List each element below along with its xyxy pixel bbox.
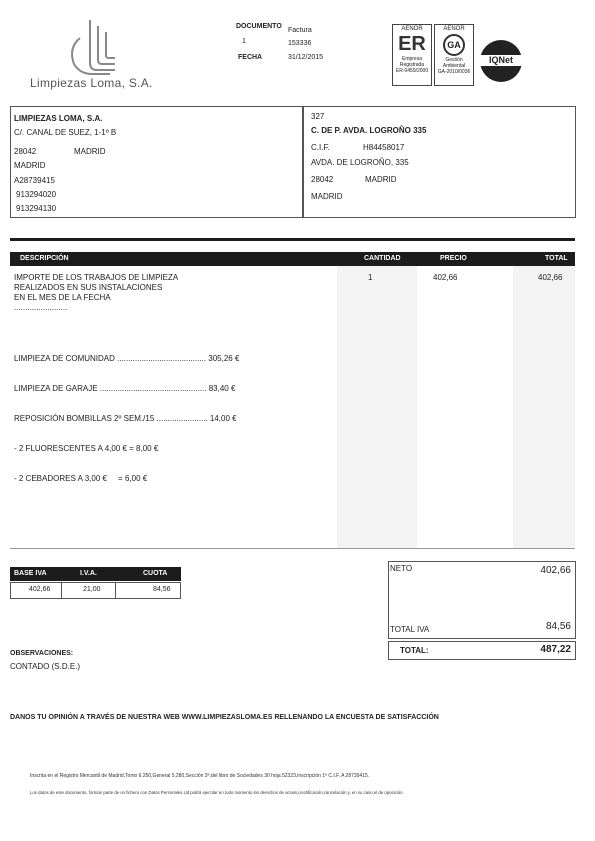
grand-total-value: 487,22 — [540, 644, 571, 655]
tax-header-iva: I.V.A. — [80, 570, 97, 577]
items-table-topline — [10, 238, 575, 241]
tax-base: 402,66 — [29, 586, 51, 593]
fecha-label: FECHA — [238, 54, 263, 61]
items-table-header — [10, 252, 575, 266]
header-cantidad: CANTIDAD — [364, 255, 401, 262]
sender-zip: 28042 — [14, 147, 37, 156]
item-description — [14, 273, 178, 313]
client-zip: 28042 — [311, 175, 334, 184]
sender-street: C/. CANAL DE SUEZ, 1-1º B — [14, 128, 117, 137]
client-cif: H84458017 — [363, 143, 405, 152]
detail-line: - 2 CEBADORES A 3,00 € = 6,00 € — [14, 474, 148, 483]
item-cantidad: 1 — [368, 273, 373, 282]
sender-fax: 913294130 — [16, 204, 57, 213]
aenor-ga-code: GA-2010/0036 — [437, 69, 471, 75]
item-desc-line: IMPORTE DE LOS TRABAJOS DE LIMPIEZA — [14, 273, 179, 282]
company-logo-icon — [40, 18, 160, 78]
aenor-er-code: ER-0459/2000 — [395, 68, 429, 74]
aenor-ga-bottom: Gestión Ambiental — [442, 57, 466, 69]
sender-phone: 913294020 — [16, 190, 57, 199]
detail-line: LIMPIEZA DE GARAJE ................................................ 83,40 € — [14, 384, 236, 393]
ga-mark-icon: GA — [443, 34, 465, 56]
fecha-value: 31/12/2015 — [288, 54, 324, 61]
detail-line: REPOSICIÓN BOMBILLAS 2º SEM./15 ....................... 14,00 € — [14, 414, 237, 423]
tax-divider — [61, 583, 62, 598]
header-precio: PRECIO — [440, 255, 467, 262]
items-col-total — [513, 266, 575, 548]
aenor-er-bottom: Empresa Registrada — [399, 56, 425, 68]
item-precio: 402,66 — [433, 273, 458, 282]
numero-label: 1 — [242, 38, 246, 45]
observaciones-label: OBSERVACIONES: — [10, 650, 74, 657]
client-box — [302, 106, 576, 218]
total-iva-value: 84,56 — [545, 621, 571, 632]
tax-table-header — [10, 567, 181, 581]
item-details — [14, 334, 239, 494]
item-total: 402,66 — [538, 273, 563, 282]
footer-privacy: Los datos de este documento, forman parte de un fichero con Datos Personales.Ud podrá ejercitar en todo momento los derechos de acceso,rectificación,cancelación y, en su caso,el de oposición. — [30, 790, 404, 795]
iqnet-mark-icon: IQNet — [480, 55, 522, 66]
header-descripcion: DESCRIPCIÓN — [20, 255, 69, 262]
tax-iva: 21,00 — [83, 586, 101, 593]
item-desc-line: EN EL MES DE LA FECHA — [14, 293, 111, 302]
documento-label: DOCUMENTO — [236, 23, 282, 30]
sender-name: LIMPIEZAS LOMA, S.A. — [14, 114, 103, 123]
item-desc-line: REALIZADOS EN SUS INSTALACIONES — [14, 283, 163, 292]
logo-text: Limpiezas Loma, S.A. — [30, 76, 153, 90]
observaciones-value: CONTADO (S.D.E.) — [10, 662, 81, 671]
aenor-ga-top: AENOR — [443, 26, 465, 32]
header-total: TOTAL — [545, 255, 568, 262]
numero-value: 153336 — [288, 40, 312, 47]
detail-line: - 2 FLUORESCENTES A 4,00 € = 8,00 € — [14, 444, 159, 453]
client-name: C. DE P. AVDA. LOGROÑO 335 — [311, 126, 427, 135]
tax-divider — [115, 583, 116, 598]
neto-value: 402,66 — [540, 565, 571, 576]
aenor-er-top: AENOR — [401, 26, 423, 32]
grand-total-box — [388, 641, 576, 660]
tax-header-cuota: CUOTA — [143, 570, 168, 577]
client-cif-label: C.I.F. — [311, 143, 330, 152]
total-iva-label: TOTAL IVA — [390, 625, 430, 634]
survey-message: DANOS TU OPINIÓN A TRAVÉS DE NUESTRA WEB WWW.LIMPIEZASLOMA.ES RELLENANDO LA ENCUESTA DE SATISFACCIÓN — [10, 714, 439, 721]
client-code: 327 — [311, 112, 325, 121]
totals-box — [388, 561, 576, 639]
items-col-cantidad — [337, 266, 417, 548]
grand-total-label: TOTAL: — [400, 646, 429, 655]
iqnet-certificate — [480, 40, 522, 82]
client-city: MADRID — [365, 175, 397, 184]
items-table-bottomline — [10, 548, 575, 549]
sender-box — [10, 106, 304, 218]
documento-value: Factura — [288, 27, 312, 34]
aenor-er-certificate — [392, 24, 432, 86]
detail-line: LIMPIEZA DE COMUNIDAD ........................................ 305,26 € — [14, 354, 240, 363]
aenor-ga-certificate — [434, 24, 474, 86]
client-province: MADRID — [311, 192, 343, 201]
sender-cif: A28739415 — [14, 176, 55, 185]
company-logo — [30, 18, 160, 98]
tax-header-base: BASE IVA — [14, 570, 47, 577]
er-mark-icon: ER — [398, 33, 426, 55]
item-desc-line: ........................ — [14, 303, 68, 312]
tax-table-row — [10, 582, 181, 599]
sender-province: MADRID — [14, 161, 46, 170]
sender-city: MADRID — [74, 147, 106, 156]
tax-cuota: 84,56 — [153, 586, 171, 593]
client-address: AVDA. DE LOGROÑO, 335 — [311, 158, 409, 167]
footer-registry: Inscrita en el Registro Mercantil de Madrid,Tomo 6.250,General 5.280,Sección 3ª,del libro de Sociedades 30 hoja 52323,inscripción 1ª C.I.F. A 28739415. — [30, 773, 370, 779]
neto-label: NETO — [390, 564, 413, 573]
